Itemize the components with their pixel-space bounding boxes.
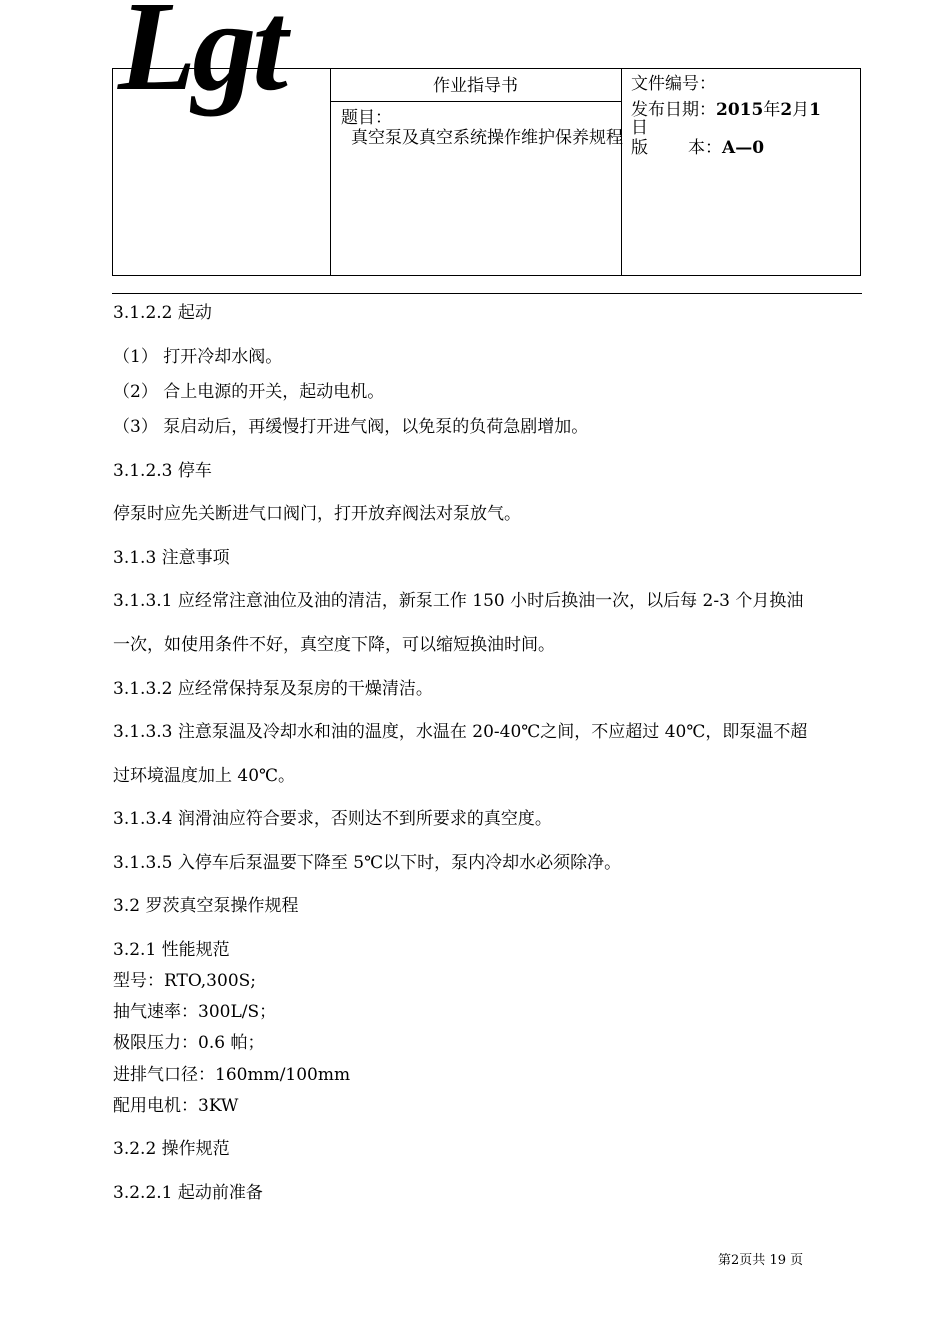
page-suffix: 页: [790, 1253, 804, 1268]
paragraph: 3.1.3.1 应经常注意油位及油的清洁，新泵工作 150 小时后换油一次，以后每 2-3 个月换油: [113, 591, 804, 611]
page-total: 19: [769, 1253, 786, 1268]
paragraph: 停泵时应先关断进气口阀门，打开放弃阀法对泵放气。: [113, 504, 521, 524]
spec-item: 进排气口径：160mm/100mm: [113, 1065, 351, 1085]
publish-date-label: 发布日期：: [631, 100, 716, 120]
paragraph: 3.1.3.5 入停车后泵温要下降至 5℃以下时，泵内冷却水必须除净。: [113, 853, 622, 873]
version-label-1: 版: [631, 138, 648, 158]
spec-item: 型号：RTO,300S;: [113, 971, 257, 991]
section-heading: 3.2.2.1 起动前准备: [113, 1183, 263, 1203]
publish-date-year: 2015: [716, 100, 764, 120]
section-heading: 3.1.2.3 停车: [113, 461, 212, 481]
header-column-divider: [621, 69, 622, 275]
page-mid: 页共: [739, 1253, 766, 1268]
spec-item: 配用电机：3KW: [113, 1096, 239, 1116]
company-logo: Lgt: [118, 0, 284, 117]
header-separator-rule: [112, 293, 862, 294]
file-number-label: 文件编号：: [631, 74, 716, 94]
section-heading: 3.2.1 性能规范: [113, 940, 230, 960]
document-meta: [631, 71, 857, 161]
version-label-2: 本：: [688, 138, 722, 158]
paragraph: 3.1.3.4 润滑油应符合要求，否则达不到所要求的真空度。: [113, 809, 552, 829]
header-row-divider: [330, 101, 621, 102]
page-number: 2: [731, 1253, 740, 1268]
section-heading: 3.1.2.2 起动: [113, 303, 212, 323]
paragraph: 过环境温度加上 40℃。: [113, 766, 296, 786]
publish-date-day: 1: [809, 100, 822, 120]
publish-date-year-unit: 年: [763, 100, 781, 120]
header-column-divider: [330, 69, 331, 275]
publish-date-day-unit: 日: [631, 118, 648, 138]
list-item: （1） 打开冷却水阀。: [113, 347, 283, 367]
spec-item: 极限压力：0.6 帕；: [113, 1033, 265, 1053]
section-heading: 3.1.3 注意事项: [113, 548, 230, 568]
version: [631, 135, 857, 161]
document-subject: 真空泵及真空系统操作维护保养规程: [351, 128, 623, 148]
paragraph: 3.1.3.2 应经常保持泵及泵房的干燥清洁。: [113, 679, 433, 699]
list-item: （3） 泵启动后，再缓慢打开进气阀，以免泵的负荷急剧增加。: [113, 417, 589, 437]
version-value: A—0: [722, 138, 765, 158]
list-item: （2） 合上电源的开关，起动电机。: [113, 382, 385, 402]
paragraph: 3.1.3.3 注意泵温及冷却水和油的温度，水温在 20-40℃之间，不应超过 40℃，即泵温不超: [113, 722, 808, 742]
page-footer: [718, 1249, 803, 1268]
section-heading: 3.2 罗茨真空泵操作规程: [113, 896, 299, 916]
section-heading: 3.2.2 操作规范: [113, 1139, 230, 1159]
page-prefix: 第: [718, 1253, 732, 1268]
publish-date-month: 2: [780, 100, 793, 120]
paragraph: 一次，如使用条件不好，真空度下降，可以缩短换油时间。: [113, 635, 555, 655]
document-type: 作业指导书: [433, 76, 518, 96]
subject-label: 题目：: [341, 108, 392, 128]
publish-date-month-unit: 月: [792, 100, 810, 120]
spec-item: 抽气速率：300L/S；: [113, 1002, 277, 1022]
